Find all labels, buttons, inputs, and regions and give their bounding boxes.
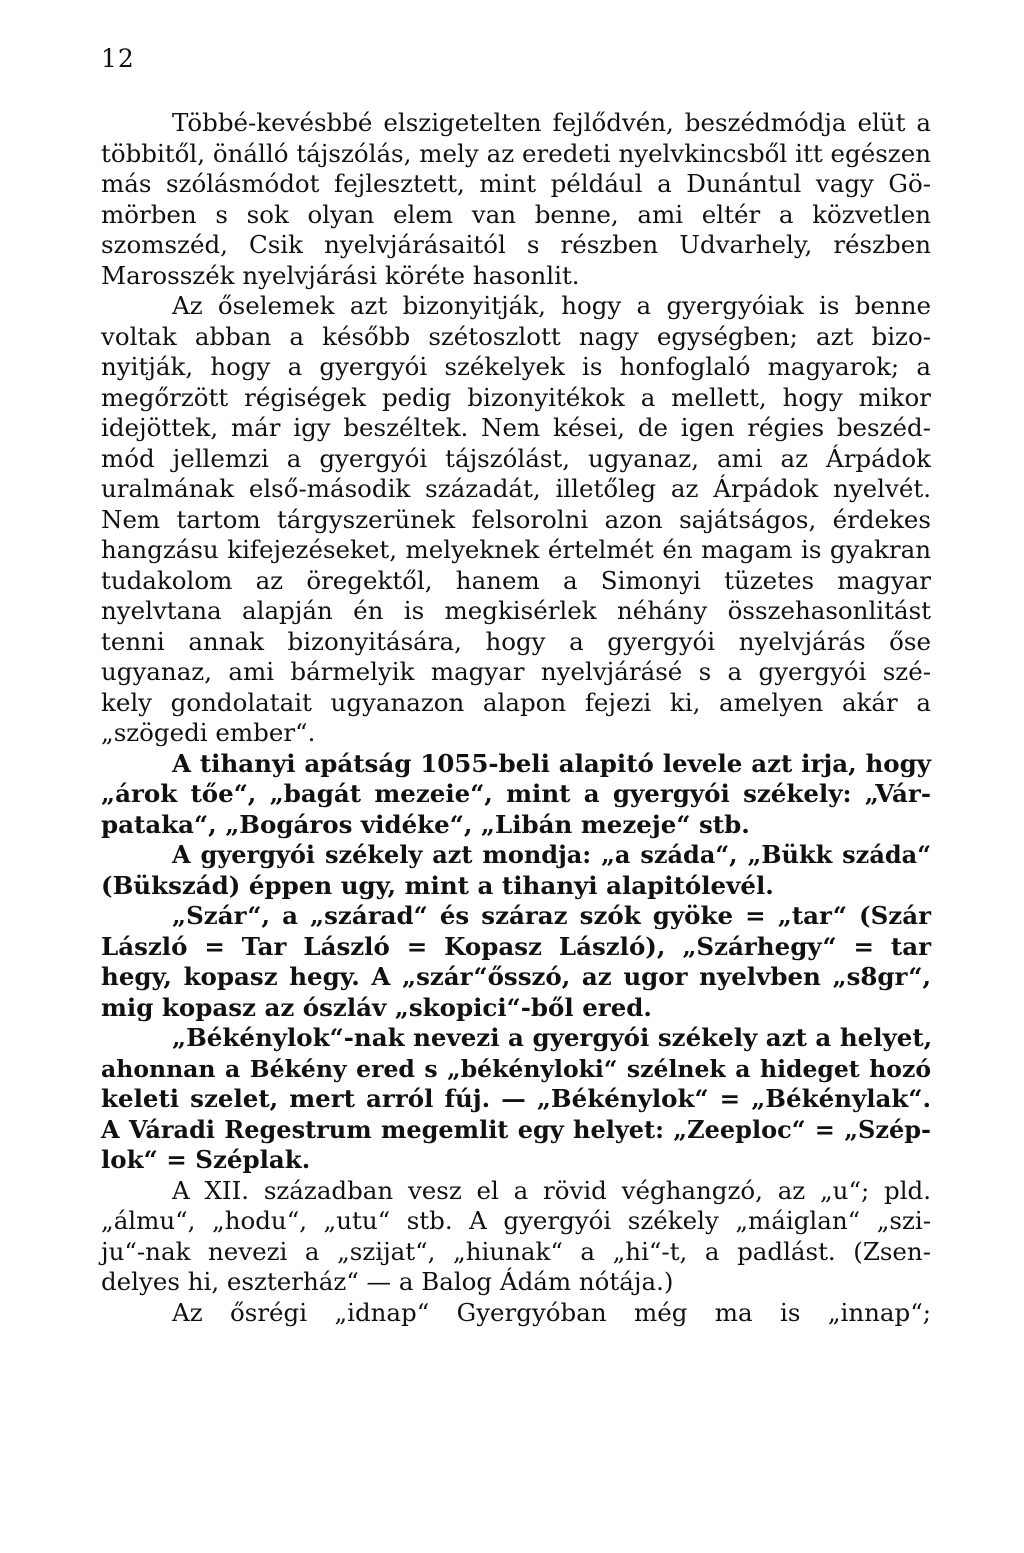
body-text: [101, 108, 931, 1328]
text-line: lok“ = Széplak.: [101, 1145, 311, 1174]
text-line: „álmu“, „hodu“, „utu“ stb. A gyergyói székely „máiglan“ „szi-: [101, 1206, 931, 1235]
text-line: A tihanyi apátság 1055-beli alapitó levele azt irja, hogy: [172, 748, 931, 778]
text-line: mörben s sok olyan elem van benne, ami eltér a közvetlen: [101, 199, 931, 229]
text-line: Többé-kevésbbé elszigetelten fejlődvén, beszédmódja elüt a: [172, 108, 931, 137]
text-line: „szögedi ember“.: [101, 718, 316, 747]
text-line: „Békénylok“-nak nevezi a gyergyói székely azt a helyet,: [172, 1023, 933, 1052]
text-line: ju“-nak nevezi a „szijat“, „hiunak“ a „hi“-t, a padlást. (Zsen-: [101, 1236, 931, 1266]
text-line: nyitják, hogy a gyergyói székelyek is honfoglaló magyarok; a: [101, 352, 931, 381]
text-line: (Bükszád) éppen ugy, mint a tihanyi alapitólevél.: [101, 870, 774, 900]
text-line: hangzásu kifejezéseket, melyeknek értelmét én magam is gyakran: [101, 535, 931, 564]
text-line: Nem tartom tárgyszerünek felsorolni azon sajátságos, érdekes: [101, 504, 931, 534]
text-line: „árok tőe“, „bagát mezeie“, mint a gyergyói székely: „Vár-: [101, 779, 931, 808]
text-line: Az őselemek azt bizonyitják, hogy a gyergyóiak is benne: [172, 291, 931, 320]
text-line: szomszéd, Csik nyelvjárásaitól s részben Udvarhely, részben: [101, 230, 931, 259]
text-line: többitől, önálló tájszólás, mely az eredeti nyelvkincsből itt egészen: [101, 138, 931, 168]
text-line: László = Tar László = Kopasz László), „Szárhegy“ = tar: [101, 931, 931, 961]
text-line: megőrzött régiségek pedig bizonyitékok a mellett, hogy mikor: [101, 382, 931, 412]
text-line: mód jellemzi a gyergyói tájszólást, ugyanaz, ami az Árpádok: [101, 443, 931, 473]
text-line: uralmának első-második századát, illetőleg az Árpádok nyelvét.: [101, 474, 931, 503]
text-line: tenni annak bizonyitására, hogy a gyergyói nyelvjárás őse: [101, 626, 931, 656]
text-line: Az ősrégi „idnap“ Gyergyóban még ma is „innap“;: [172, 1297, 931, 1327]
text-line: idejöttek, már igy beszéltek. Nem kései, de igen régies beszéd-: [101, 413, 931, 442]
text-line: hegy, kopasz hegy. A „szár“ősszó, az ugor nyelvben „s8gr“,: [101, 962, 931, 991]
text-line: tudakolom az öregektől, hanem a Simonyi tüzetes magyar: [101, 565, 931, 595]
text-line: nyelvtana alapján én is megkisérlek néhány összehasonlitást: [101, 596, 931, 625]
text-line: pataka“, „Bogáros vidéke“, „Libán mezeje“ stb.: [101, 809, 750, 839]
text-line: keleti szelet, mert arról fúj. — „Békénylok“ = „Békénylak“.: [101, 1084, 931, 1113]
text-line: mig kopasz az ószláv „skopici“-ből ered.: [101, 992, 652, 1022]
text-line: ahonnan a Békény ered s „békényloki“ szélnek a hideget hozó: [101, 1054, 931, 1083]
text-line: más szólásmódot fejlesztett, mint például a Dunántul vagy Gö-: [101, 169, 931, 198]
page-number: 12: [101, 44, 135, 73]
text-line: Marosszék nyelvjárási köréte hasonlit.: [101, 260, 580, 290]
text-line: „Szár“, a „szárad“ és száraz szók gyöke = „tar“ (Szár: [172, 901, 931, 930]
text-line: delyes hi, eszterház“ — a Balog Ádám nótája.): [101, 1267, 674, 1296]
text-line: voltak abban a később szétoszlott nagy egységben; azt bizo-: [101, 321, 931, 351]
text-line: kely gondolatait ugyanazon alapon fejezi ki, amelyen akár a: [101, 687, 931, 717]
text-line: A gyergyói székely azt mondja: „a száda“, „Bükk száda“: [172, 840, 931, 869]
text-line: A Váradi Regestrum megemlit egy helyet: „Zeeploc“ = „Szép-: [101, 1114, 931, 1144]
text-line: A XII. században vesz el a rövid véghangzó, az „u“; pld.: [172, 1175, 931, 1205]
text-line: ugyanaz, ami bármelyik magyar nyelvjárásé s a gyergyói szé-: [101, 657, 931, 686]
